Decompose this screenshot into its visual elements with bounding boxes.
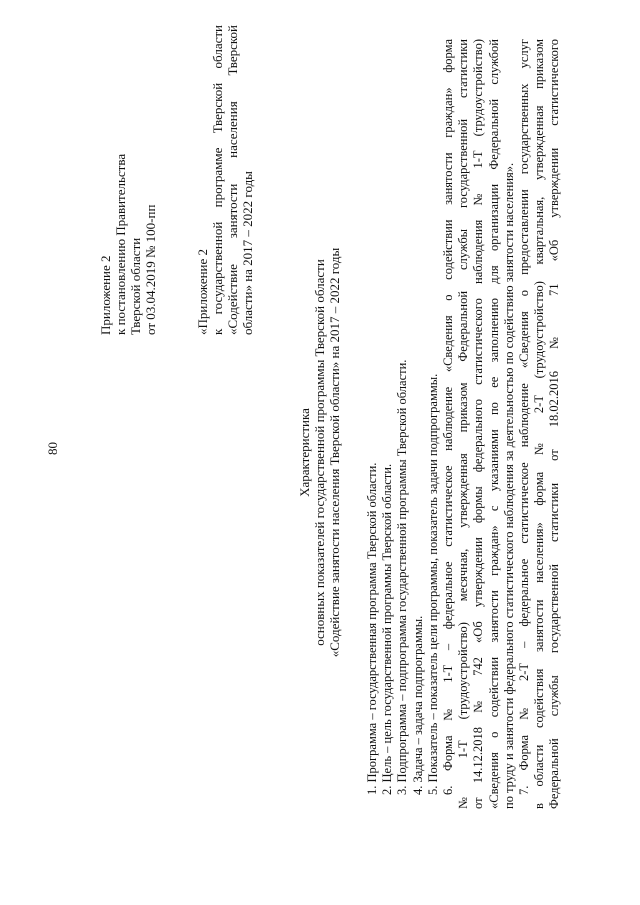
title-line: основных показателей государственной программы Тверской области xyxy=(312,259,327,646)
appendix-header-line: от 03.04.2019 № 100-пп xyxy=(143,204,158,335)
list-item: 3. Подпрограмма – подпрограмма государственной программы Тверской области. xyxy=(395,359,410,795)
document-body xyxy=(365,39,563,809)
list-item: 2. Цель – цель государственной программы Тверской области. xyxy=(380,463,395,795)
appendix-quote-line: «Приложение 2 xyxy=(195,248,210,335)
title-line: «Содействие занятости населения Тверской области» на 2017 – 2022 годы xyxy=(327,247,342,658)
appendix-quote-line: области» на 2017 – 2022 годы xyxy=(240,171,255,335)
paragraph-line: № 1-Т (трудоустройство) месячная, утвержденная приказом Федеральной службы государственной статистики xyxy=(456,39,471,809)
paragraph-line: в области содействия занятости населения» форма № 2-Т (трудоустройство) квартальная, утвержденная приказом xyxy=(532,39,547,809)
page-number: 80 xyxy=(45,442,60,455)
paragraph-line: от 14.12.2018 № 742 «Об утверждении формы федерального статистического наблюдения № 1-Т (трудоустройство) xyxy=(471,39,486,809)
paragraph-line: по труду и занятости федерального статистического наблюдения за деятельностью по содействию занятости населения». xyxy=(501,162,516,809)
appendix-header-line: Приложение 2 xyxy=(98,255,113,335)
paragraph-line: 7. Форма № 2-Т – федеральное статистическое наблюдение «Сведения о предоставлении государственных услуг xyxy=(517,39,532,795)
list-item: 1. Программа – государственная программа Тверской области. xyxy=(365,462,379,795)
list-item: 5. Показатель – показатель цели программы, показатель задачи подпрограммы. xyxy=(425,373,440,795)
list-item: 4. Задача – задача подпрограммы. xyxy=(410,615,425,795)
appendix-header-line: Тверской области xyxy=(128,237,143,335)
document-title xyxy=(297,80,342,825)
paragraph-line: Федеральной службы государственной статистики от 18.02.2016 № 71 «Об утверждении статистического xyxy=(547,39,562,809)
title-line: Характеристика xyxy=(297,408,312,497)
appendix-quote-line: «Содействие занятости населения Тверской xyxy=(225,25,240,335)
paragraph-line: 6. Форма № 1-Т – федеральное статистическое наблюдение «Сведения о содействии занятости граждан» форма xyxy=(441,39,456,795)
appendix-header xyxy=(98,154,158,335)
appendix-quote xyxy=(195,25,255,335)
appendix-quote-line: к государственной программе Тверской области xyxy=(210,25,225,335)
paragraph-line: «Сведения о содействии занятости граждан» с указаниями по ее заполнению для организации Федеральной службой xyxy=(486,39,501,809)
appendix-header-line: к постановлению Правительства xyxy=(113,153,128,335)
